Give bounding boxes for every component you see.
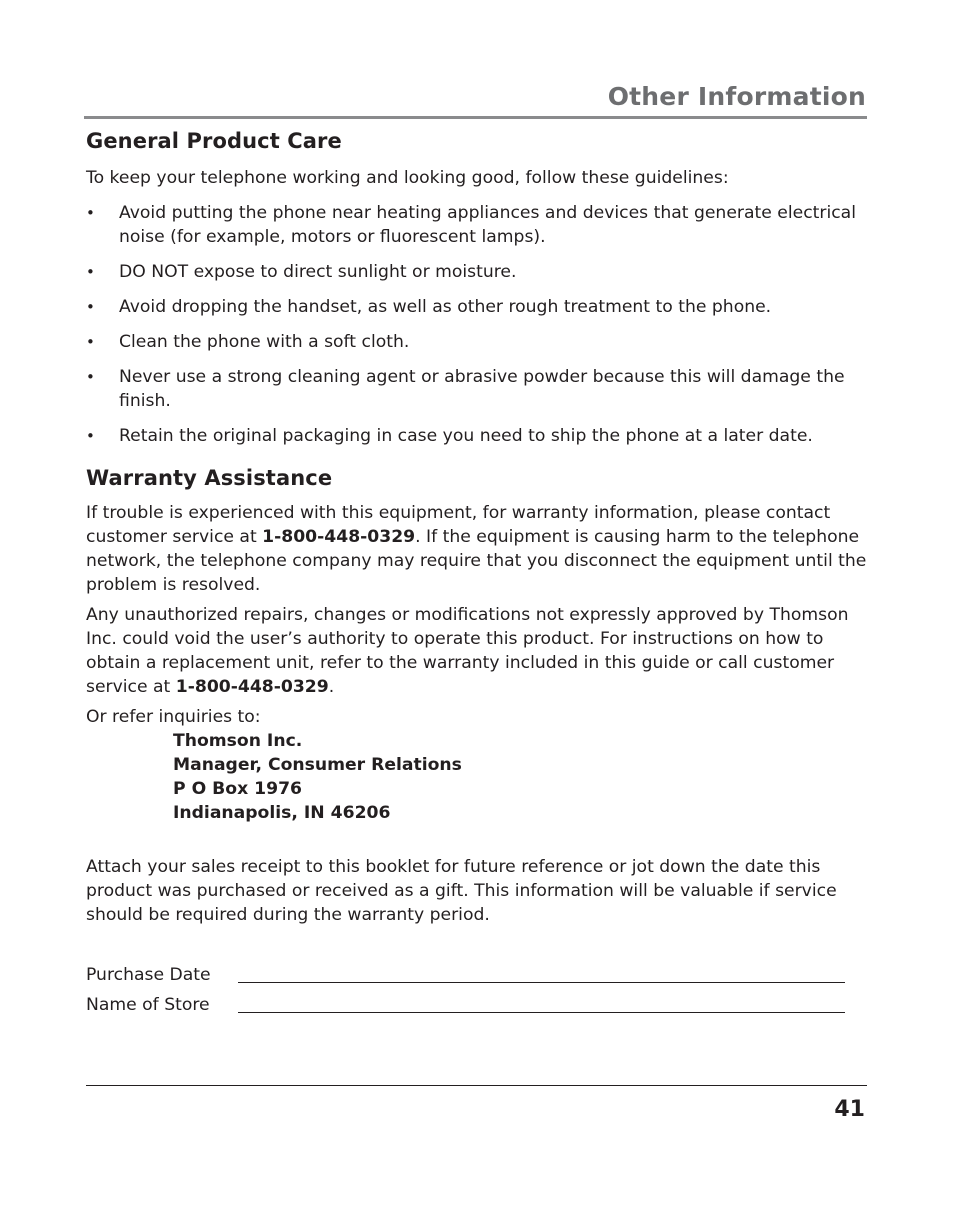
- bullet-icon: •: [86, 333, 95, 351]
- list-item-text: Avoid putting the phone near heating appliances and devices that generate electrical noise (for example, motors or fluorescent lamps).: [119, 203, 856, 247]
- address-line: Thomson Inc.: [173, 731, 303, 751]
- warranty-assistance-heading: Warranty Assistance: [86, 466, 333, 490]
- address-line: P O Box 1976: [173, 779, 302, 799]
- header-divider: [84, 116, 867, 119]
- bullet-icon: •: [86, 204, 95, 222]
- bullet-icon: •: [86, 263, 95, 281]
- purchase-date-label: Purchase Date: [86, 965, 211, 985]
- address-line: Indianapolis, IN 46206: [173, 803, 391, 823]
- list-item-text: DO NOT expose to direct sunlight or moisture.: [119, 262, 517, 282]
- name-of-store-blank: [238, 994, 845, 1013]
- list-item: [86, 260, 871, 284]
- list-item: [86, 365, 871, 413]
- page-header-title: Other Information: [607, 82, 866, 111]
- purchase-record-fields: [86, 957, 871, 1017]
- general-care-intro: To keep your telephone working and looking good, follow these guidelines:: [86, 168, 729, 188]
- list-item-text: Clean the phone with a soft cloth.: [119, 332, 410, 352]
- page-content: [86, 126, 871, 1017]
- list-item: [86, 330, 871, 354]
- sales-receipt-note: Attach your sales receipt to this booklet for future reference or jot down the date this product was purchased or received as a gift. This information will be valuable if service should be required during the warranty period.: [86, 857, 837, 925]
- mailing-address: [173, 729, 871, 825]
- list-item-text: Never use a strong cleaning agent or abrasive powder because this will damage the finish.: [119, 367, 845, 411]
- general-product-care-heading: General Product Care: [86, 129, 342, 153]
- customer-service-phone: 1-800-448-0329: [175, 677, 329, 697]
- name-of-store-label: Name of Store: [86, 995, 210, 1015]
- list-item-text: Retain the original packaging in case you need to ship the phone at a later date.: [119, 426, 813, 446]
- name-of-store-row: [86, 987, 871, 1017]
- address-line: Manager, Consumer Relations: [173, 755, 462, 775]
- bullet-icon: •: [86, 427, 95, 445]
- bullet-icon: •: [86, 368, 95, 386]
- warranty-p2-text-end: .: [328, 677, 335, 697]
- page-number: 41: [834, 1097, 865, 1122]
- purchase-date-row: [86, 957, 871, 987]
- warranty-p2-text: Any unauthorized repairs, changes or modifications not expressly approved by Thomson Inc. could void the user’s authority to operate this product. For instructions on how to obtain a replacement unit, refer to the warranty included in this guide or call customer service at: [86, 605, 849, 697]
- footer-divider: [86, 1085, 867, 1086]
- list-item: [86, 201, 871, 249]
- warranty-p1-text-end: . If the equipment is causing harm to the telephone network, the telephone company may require that you disconnect the equipment until the problem is resolved.: [86, 527, 867, 595]
- customer-service-phone: 1-800-448-0329: [262, 527, 416, 547]
- care-guidelines-list: [86, 201, 871, 448]
- bullet-icon: •: [86, 298, 95, 316]
- purchase-date-blank: [238, 964, 845, 983]
- list-item: [86, 295, 871, 319]
- list-item-text: Avoid dropping the handset, as well as other rough treatment to the phone.: [119, 297, 772, 317]
- warranty-paragraph-1: [86, 501, 871, 597]
- warranty-paragraph-2: [86, 603, 871, 699]
- list-item: [86, 424, 871, 448]
- refer-inquiries-text: Or refer inquiries to:: [86, 707, 261, 727]
- warranty-p1-text: If trouble is experienced with this equipment, for warranty information, please contact customer service at: [86, 503, 831, 547]
